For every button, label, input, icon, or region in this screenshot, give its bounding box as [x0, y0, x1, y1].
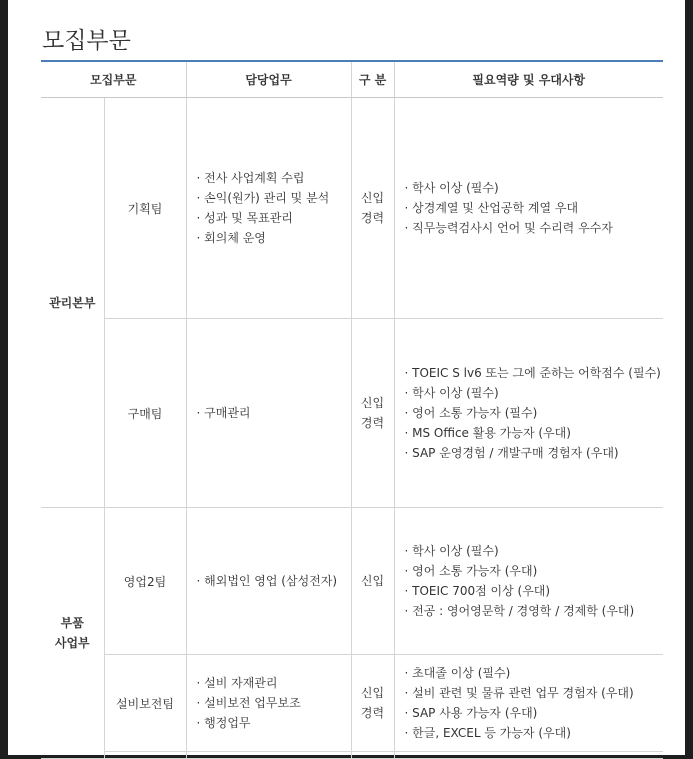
duties-cell [186, 508, 351, 655]
requirement-item: · 직무능력검사시 언어 및 수리력 우수자 [404, 221, 613, 235]
team-cell: 기획팀 [104, 98, 186, 319]
partial-cell [351, 752, 394, 759]
requirement-item: · SAP 운영경험 / 개발구매 경험자 (우대) [404, 446, 619, 460]
type-cell [351, 319, 394, 508]
duty-item: · 구매관리 [196, 406, 251, 420]
duty-item: · 전사 사업계획 수립 [196, 171, 305, 185]
type-cell [351, 98, 394, 319]
type-item: 경력 [360, 416, 385, 430]
type-cell [351, 655, 394, 752]
duties-cell [186, 98, 351, 319]
dept-label: 관리본부 [49, 295, 96, 310]
header-requirements: 필요역량 및 우대사항 [394, 61, 663, 98]
duty-item: · 설비보전 업무보조 [196, 696, 301, 710]
page [8, 0, 685, 755]
requirement-item: · 설비 관련 및 물류 관련 업무 경험자 (우대) [404, 686, 634, 700]
page-title: 모집부문 [42, 28, 131, 54]
requirement-item: · 초대졸 이상 (필수) [404, 666, 511, 680]
requirements-cell [394, 655, 663, 752]
requirement-item: · TOEIC S lv6 또는 그에 준하는 어학점수 (필수) [404, 366, 661, 380]
type-item: 신입 [360, 191, 385, 205]
dept-label-line: 부품 [60, 616, 84, 630]
table-row [41, 98, 663, 319]
table-header-row [41, 61, 663, 98]
requirements-cell [394, 508, 663, 655]
partial-cell [104, 752, 186, 759]
table-row [41, 508, 663, 655]
table-row-partial [41, 752, 663, 759]
requirement-item: · 전공 : 영어영문학 / 경영학 / 경제학 (우대) [404, 604, 635, 618]
partial-cell [186, 752, 351, 759]
header-recruitment-field: 모집부문 [41, 61, 186, 98]
dept-label-line: 사업부 [54, 636, 90, 650]
requirements-cell [394, 98, 663, 319]
requirement-item: · 학사 이상 (필수) [404, 181, 499, 195]
table-row [41, 655, 663, 752]
duty-item: · 회의체 운영 [196, 231, 266, 245]
duties-cell [186, 655, 351, 752]
requirement-item: · SAP 사용 가능자 (우대) [404, 706, 538, 720]
duty-item: · 설비 자재관리 [196, 676, 278, 690]
table-row [41, 319, 663, 508]
type-cell [351, 508, 394, 655]
requirements-cell [394, 319, 663, 508]
requirement-item: · TOEIC 700점 이상 (우대) [404, 584, 551, 598]
partial-cell [394, 752, 663, 759]
dept-management [41, 98, 104, 508]
team-cell: 구매팀 [104, 319, 186, 508]
header-type: 구 분 [351, 61, 394, 98]
type-item: 신입 [360, 574, 385, 588]
dept-parts-business [41, 508, 104, 759]
recruitment-table [41, 60, 663, 759]
header-duties: 담당업무 [186, 61, 351, 98]
team-cell: 영업2팀 [104, 508, 186, 655]
requirement-item: · 영어 소통 가능자 (우대) [404, 564, 538, 578]
type-item: 경력 [360, 706, 385, 720]
team-cell: 설비보전팀 [104, 655, 186, 752]
duty-item: · 손익(원가) 관리 및 분석 [196, 191, 330, 205]
duties-cell [186, 319, 351, 508]
duty-item: · 해외법인 영업 (삼성전자) [196, 574, 338, 588]
requirement-item: · 학사 이상 (필수) [404, 386, 499, 400]
duty-item: · 성과 및 목표관리 [196, 211, 293, 225]
requirement-item: · 상경계열 및 산업공학 계열 우대 [404, 201, 579, 215]
type-item: 경력 [360, 211, 385, 225]
duty-item: · 행정업무 [196, 716, 251, 730]
requirement-item: · 영어 소통 가능자 (필수) [404, 406, 538, 420]
type-item: 신입 [360, 396, 385, 410]
type-item: 신입 [360, 686, 385, 700]
requirement-item: · 학사 이상 (필수) [404, 544, 499, 558]
requirement-item: · MS Office 활용 가능자 (우대) [404, 426, 571, 440]
requirement-item: · 한글, EXCEL 등 가능자 (우대) [404, 726, 571, 740]
